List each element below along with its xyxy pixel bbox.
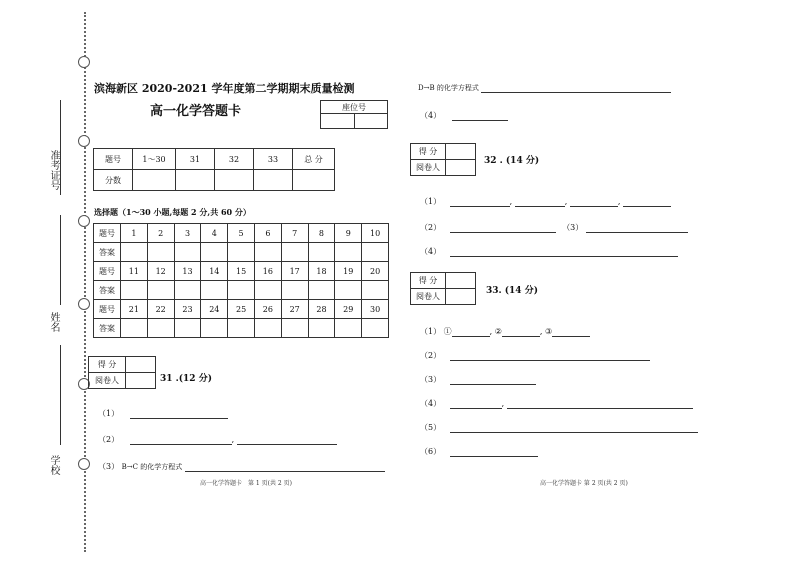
score-cell[interactable] [176,170,215,191]
grader-score-label: 得 分 [411,144,446,160]
q31-line-1 [98,408,228,419]
mcq-answer-cell[interactable] [281,281,308,300]
q32-line-1: （1） , , , [420,196,671,207]
mcq-num: 14 [201,262,228,281]
mcq-answer-cell[interactable] [254,243,281,262]
answer-blank[interactable] [450,375,536,385]
q33-label-2: （2） [420,351,442,360]
mcq-num: 9 [335,224,362,243]
mcq-num-label: 题号 [94,262,121,281]
binding-dotted-line [84,12,86,552]
grader-reviewer-cell[interactable] [446,160,476,176]
mcq-num: 17 [281,262,308,281]
field-name[interactable] [60,215,61,305]
mcq-num: 18 [308,262,335,281]
answer-blank[interactable] [570,197,618,207]
grader-reviewer-cell[interactable] [126,373,156,389]
score-cell[interactable] [215,170,254,191]
mcq-title: 选择题（1～30 小题,每题 2 分,共 60 分） [94,207,251,217]
score-header: 31 [176,149,215,170]
score-summary-table [93,148,335,191]
grader-reviewer-label: 阅卷人 [89,373,126,389]
answer-blank[interactable] [452,327,490,337]
answer-blank[interactable] [450,423,698,433]
mcq-table [93,223,389,338]
grader-score-cell[interactable] [126,357,156,373]
score-cell[interactable] [133,170,176,191]
mcq-num: 12 [147,262,174,281]
mcq-answer-cell[interactable] [254,319,281,338]
score-row-label: 分数 [94,170,133,191]
mcq-answer-cell[interactable] [281,243,308,262]
mcq-answer-cell[interactable] [147,281,174,300]
mcq-answer-cell[interactable] [281,319,308,338]
mcq-answer-cell[interactable] [174,281,201,300]
mcq-num: 7 [281,224,308,243]
answer-blank[interactable] [515,197,565,207]
mcq-num: 19 [335,262,362,281]
answer-blank[interactable] [552,327,590,337]
footer-page-1: 高一化学答题卡 第 1 页(共 2 页) [200,480,292,487]
q33-circled-2: ② [494,327,502,336]
score-header: 32 [215,149,254,170]
q33-line-6 [420,446,538,457]
label-exam-number: 准考证号 [48,150,59,190]
mcq-answer-cell[interactable] [308,319,335,338]
mcq-num: 6 [254,224,281,243]
q31-title: 31 .(12 分) [160,374,212,384]
q32-label-2: （2） [420,223,442,232]
q33-line-5 [420,422,698,433]
mcq-num: 2 [147,224,174,243]
q32-title: 32 . (14 分) [484,156,540,166]
grader-score-cell[interactable] [446,144,476,160]
footer-page-2: 高一化学答题卡 第 2 页(共 2 页) [540,480,628,487]
mcq-num: 1 [121,224,148,243]
grader-score-cell[interactable] [446,273,476,289]
q32-label-4: （4） [420,247,442,256]
q32-line-4 [420,246,678,257]
mcq-ans-label: 答案 [94,281,121,300]
answer-blank[interactable] [507,399,693,409]
mcq-num: 21 [121,300,148,319]
mcq-answer-cell[interactable] [147,319,174,338]
q31-label-4: （4） [420,111,442,120]
binding-hole [78,298,90,310]
mcq-num: 5 [228,224,255,243]
answer-blank[interactable] [623,197,671,207]
mcq-answer-cell[interactable] [228,243,255,262]
mcq-num-label: 题号 [94,300,121,319]
mcq-num: 26 [254,300,281,319]
grader-box-33 [410,272,476,305]
q31-line-3 [98,461,385,472]
mcq-num-label: 题号 [94,224,121,243]
mcq-num: 15 [228,262,255,281]
mcq-answer-cell[interactable] [335,319,362,338]
mcq-num: 23 [174,300,201,319]
q31-line-2: （2） , [98,434,337,445]
answer-blank[interactable] [481,83,671,93]
mcq-answer-cell[interactable] [362,243,389,262]
q33-title: 33. (14 分) [486,286,538,296]
mcq-answer-cell[interactable] [308,281,335,300]
mcq-answer-cell[interactable] [254,281,281,300]
answer-blank[interactable] [450,223,556,233]
mcq-answer-cell[interactable] [121,243,148,262]
q33-label-4: （4） [420,399,442,408]
mcq-answer-cell[interactable] [362,319,389,338]
q33-line-1: （1） ① , ② , ③ [420,326,590,337]
answer-blank[interactable] [450,399,502,409]
card-title: 高一化学答题卡 [150,104,242,119]
q31-label-2: （2） [98,435,120,444]
q31-label-3: （3） [98,462,120,471]
q33-label-5: （5） [420,423,442,432]
q32-label-3: （3） [562,223,584,232]
mcq-answer-cell[interactable] [201,243,228,262]
mcq-answer-cell[interactable] [121,281,148,300]
field-exam-number[interactable] [60,100,61,195]
grader-reviewer-label: 阅卷人 [411,160,446,176]
q33-circled-1: ① [443,327,452,336]
label-name: 姓名 [48,312,59,332]
mcq-num: 11 [121,262,148,281]
label-school: 学校 [48,455,59,475]
mcq-answer-cell[interactable] [362,281,389,300]
db-equation-line [418,83,671,93]
mcq-answer-cell[interactable] [335,281,362,300]
answer-blank[interactable] [130,435,232,445]
mcq-num: 22 [147,300,174,319]
answer-blank[interactable] [452,111,508,121]
score-cell[interactable] [293,170,335,191]
q33-line-3 [420,374,536,385]
q33-label-3: （3） [420,375,442,384]
q33-line-4: （4） , [420,398,693,409]
mcq-num: 24 [201,300,228,319]
mcq-answer-cell[interactable] [228,281,255,300]
grader-box-32 [410,143,476,176]
mcq-ans-label: 答案 [94,319,121,338]
mcq-answer-cell[interactable] [308,243,335,262]
mcq-num: 3 [174,224,201,243]
score-header: 33 [254,149,293,170]
answer-blank[interactable] [502,327,540,337]
answer-blank[interactable] [450,351,650,361]
q31-label-1: （1） [98,409,120,418]
score-header: 1～30 [133,149,176,170]
seat-number-cell[interactable] [321,114,355,129]
mcq-num: 13 [174,262,201,281]
q33-circled-3: ③ [545,327,553,336]
db-equation-text: D→B 的化学方程式 [418,84,479,92]
q31-bc-text: B→C 的化学方程式 [121,463,183,471]
seat-number-table [320,100,388,129]
mcq-num: 25 [228,300,255,319]
grader-score-label: 得 分 [89,357,126,373]
mcq-answer-cell[interactable] [335,243,362,262]
q32-line-2 [420,222,688,233]
q32-label-1: （1） [420,197,442,206]
binding-hole [78,135,90,147]
mcq-answer-cell[interactable] [228,319,255,338]
answer-blank[interactable] [237,435,337,445]
mcq-num: 10 [362,224,389,243]
mcq-num: 4 [201,224,228,243]
grader-reviewer-cell[interactable] [446,289,476,305]
answer-blank[interactable] [450,447,538,457]
answer-blank[interactable] [586,223,688,233]
grader-score-label: 得 分 [411,273,446,289]
score-header: 题号 [94,149,133,170]
mcq-num: 27 [281,300,308,319]
grader-reviewer-label: 阅卷人 [411,289,446,305]
mcq-answer-cell[interactable] [201,281,228,300]
q33-label-6: （6） [420,447,442,456]
mcq-num: 30 [362,300,389,319]
mcq-answer-cell[interactable] [174,243,201,262]
binding-hole [78,56,90,68]
mcq-num: 8 [308,224,335,243]
mcq-answer-cell[interactable] [121,319,148,338]
q33-label-1: （1） [420,327,442,336]
mcq-answer-cell[interactable] [147,243,174,262]
grader-box-31 [88,356,156,389]
mcq-num: 28 [308,300,335,319]
mcq-answer-cell[interactable] [201,319,228,338]
binding-hole [78,458,90,470]
exam-title: 滨海新区 2020-2021 学年度第二学期期末质量检测 [94,82,355,95]
q33-line-2 [420,350,650,361]
mcq-num: 29 [335,300,362,319]
answer-blank[interactable] [450,247,678,257]
answer-blank[interactable] [130,409,228,419]
score-cell[interactable] [254,170,293,191]
q31-line-4 [420,110,508,121]
binding-hole [78,215,90,227]
seat-number-cell[interactable] [354,114,388,129]
mcq-num: 16 [254,262,281,281]
score-header: 总 分 [293,149,335,170]
seat-number-label: 座位号 [321,101,388,114]
mcq-answer-cell[interactable] [174,319,201,338]
answer-blank[interactable] [450,197,510,207]
answer-blank[interactable] [185,462,385,472]
mcq-num: 20 [362,262,389,281]
field-school[interactable] [60,345,61,445]
mcq-ans-label: 答案 [94,243,121,262]
